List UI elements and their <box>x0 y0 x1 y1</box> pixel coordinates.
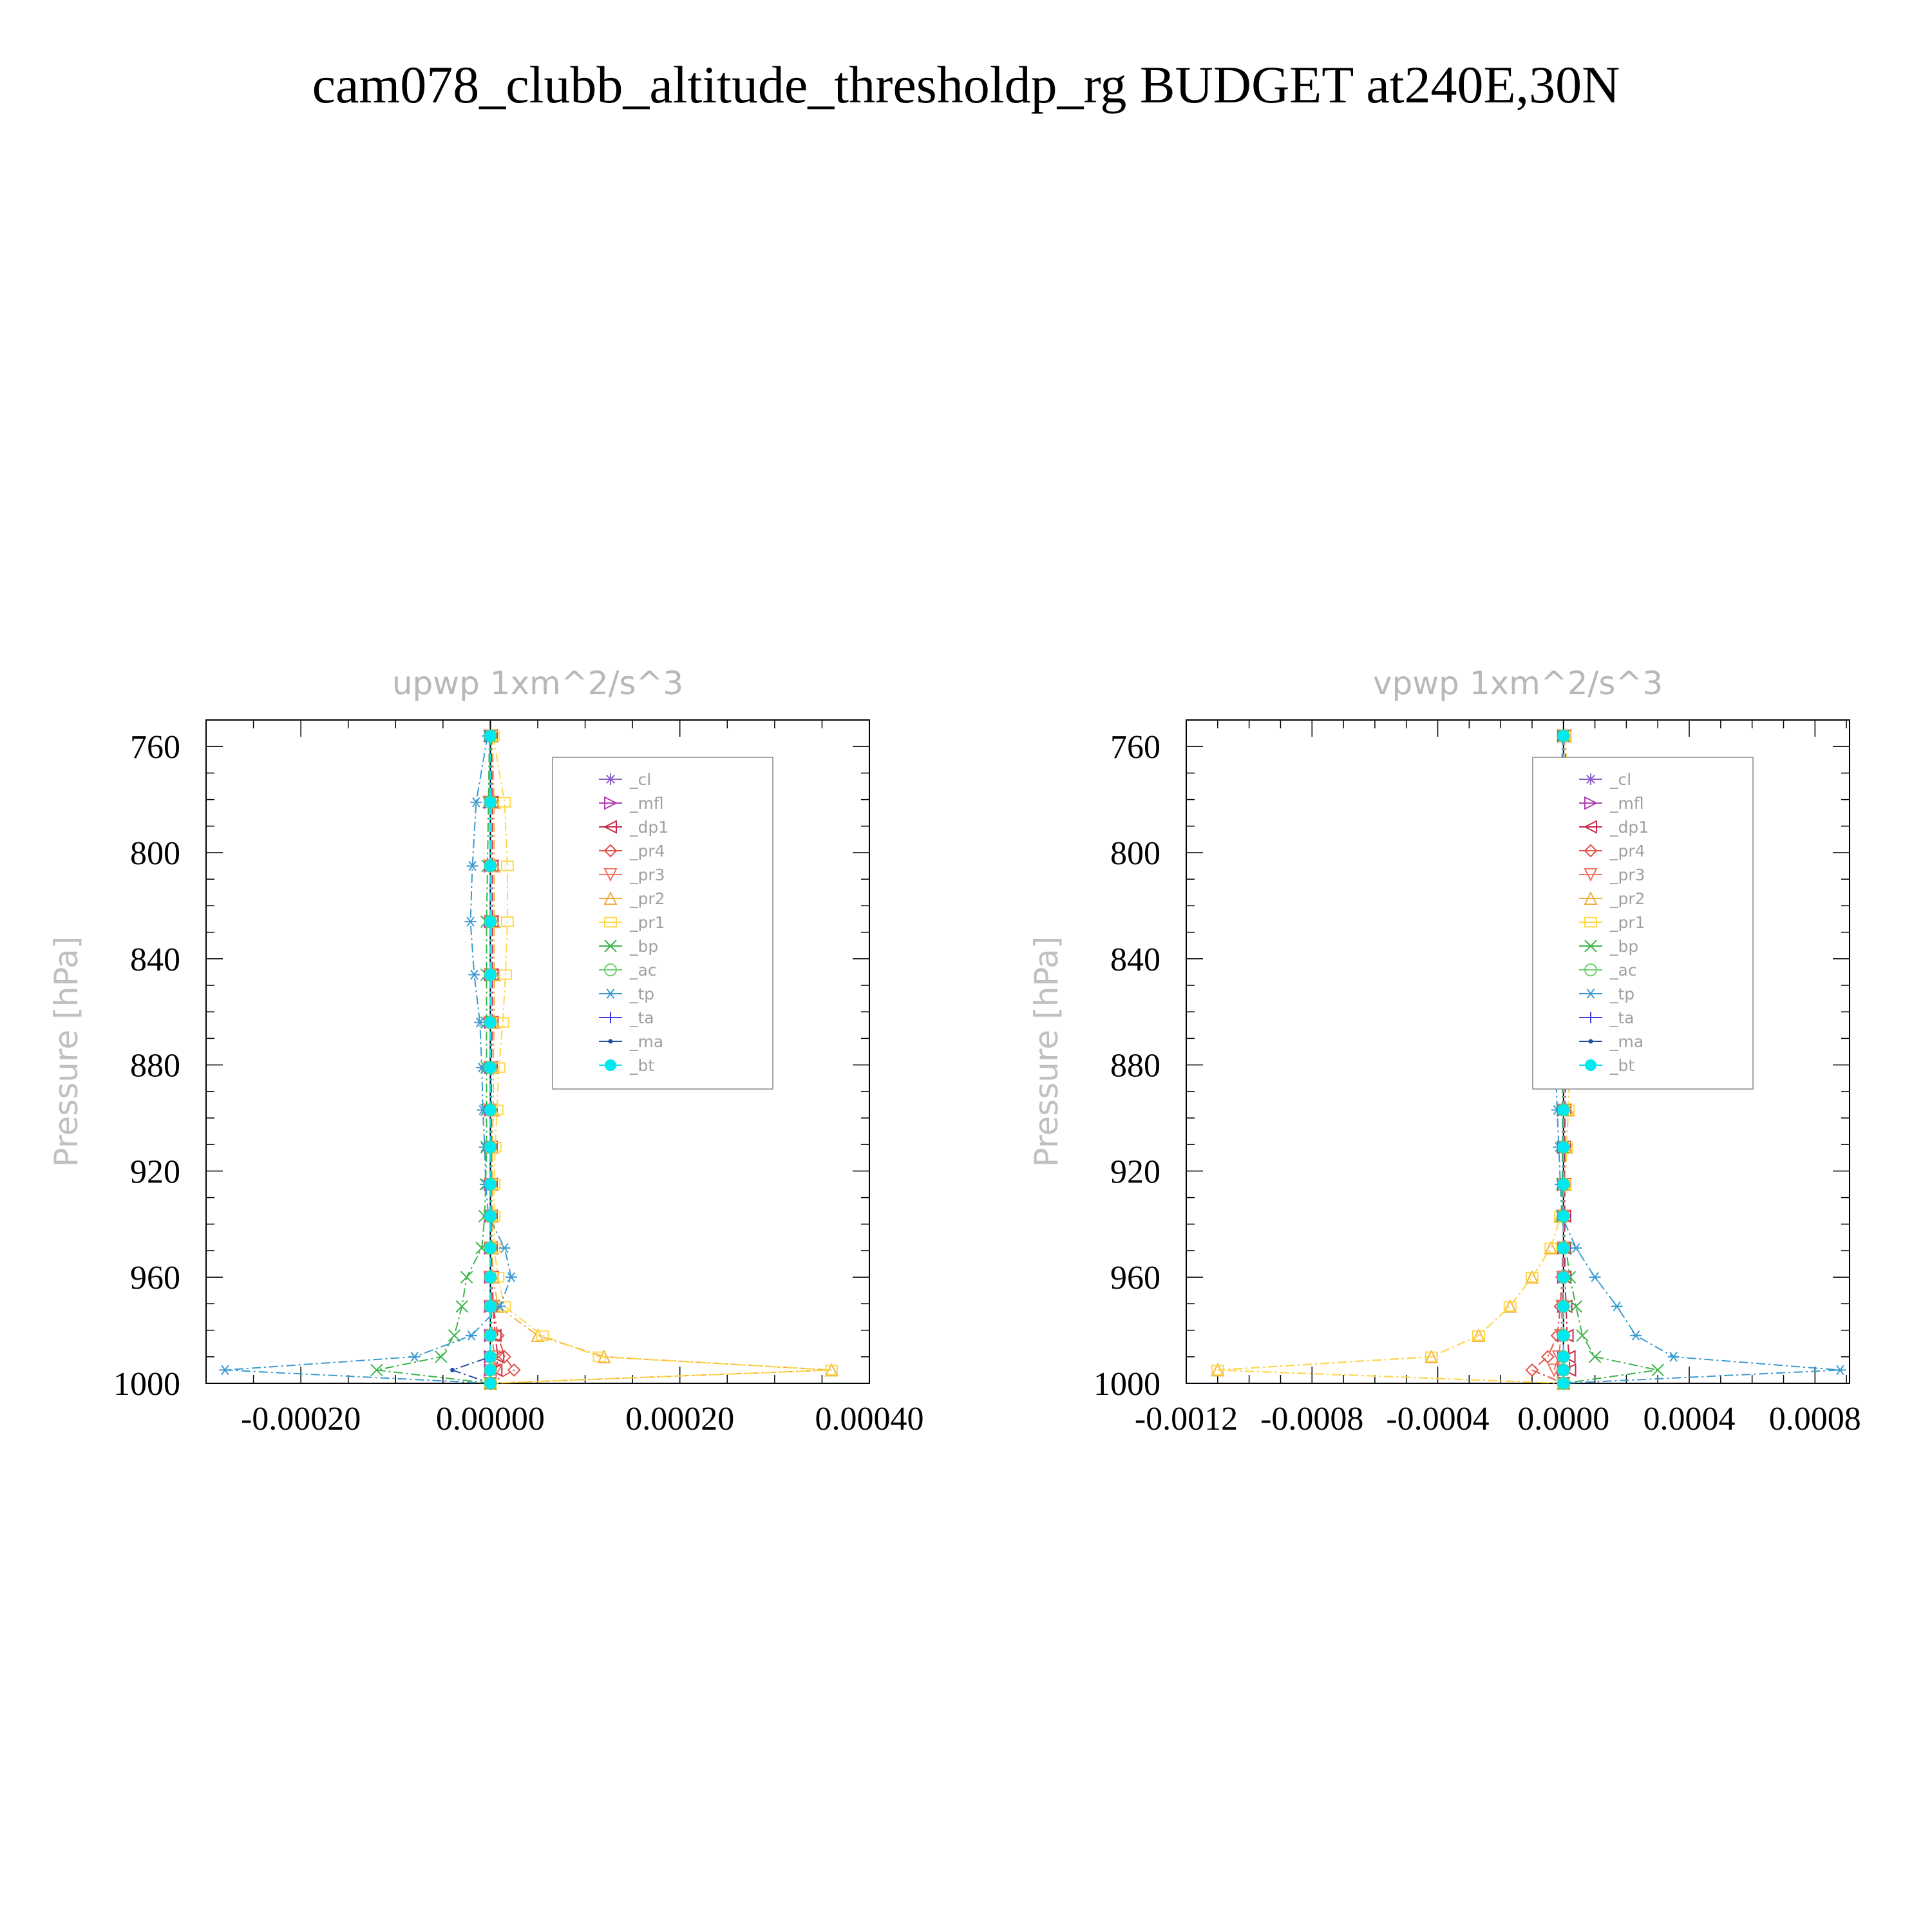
legend-marker-cl <box>605 773 616 785</box>
legend-label-pr4: _pr4 <box>1610 842 1645 860</box>
data-point-bp <box>1652 1364 1663 1376</box>
x-tick-label: 0.0000 <box>1517 1401 1610 1437</box>
x-tick-label: 0.00020 <box>625 1401 735 1437</box>
data-point-bt <box>484 1179 496 1190</box>
legend-marker-cl <box>1585 773 1596 785</box>
legend-label-tp: _tp <box>1610 985 1635 1003</box>
y-tick-label: 960 <box>130 1260 180 1297</box>
data-point-bt <box>484 916 496 927</box>
legend-label-ta: _ta <box>630 1009 654 1027</box>
y-tick-label: 1000 <box>1094 1366 1160 1403</box>
legend-label-mfl: _mfl <box>1610 794 1644 813</box>
y-tick-label: 880 <box>1110 1047 1160 1084</box>
series-line-dp1 <box>490 736 498 1383</box>
data-point-bt <box>484 1210 496 1222</box>
legend <box>1533 757 1753 1089</box>
series-line-ma <box>453 736 491 1383</box>
legend <box>553 757 773 1089</box>
data-point-tp <box>468 970 480 979</box>
data-point-tp <box>409 1352 421 1361</box>
legend-label-pr4: _pr4 <box>630 842 665 860</box>
data-point-bp <box>456 1301 468 1312</box>
legend-label-tp: _tp <box>630 985 655 1003</box>
legend-label-bt: _bt <box>1610 1056 1635 1075</box>
data-point-bt <box>1558 1364 1569 1376</box>
series-line-pr2 <box>1218 736 1571 1383</box>
series-bp <box>371 730 497 1389</box>
legend-label-ma: _ma <box>1610 1032 1644 1051</box>
data-point-tp <box>466 1331 477 1340</box>
data-point-tp <box>219 1365 231 1374</box>
chart-panel-1 <box>48 665 924 1437</box>
data-point-bt <box>484 1301 496 1312</box>
data-point-bt <box>484 1351 496 1363</box>
data-point-bt <box>1558 1104 1569 1116</box>
legend-label-bp: _bp <box>1610 937 1639 956</box>
data-point-bt <box>1558 1141 1569 1153</box>
data-point-tp <box>465 917 477 926</box>
data-point-tp <box>1668 1352 1680 1361</box>
data-point-bt <box>484 1141 496 1153</box>
series-line-pr4 <box>490 736 514 1383</box>
y-tick-label: 760 <box>1110 729 1160 766</box>
y-tick-label: 800 <box>130 835 180 872</box>
y-tick-label: 920 <box>130 1153 180 1191</box>
data-point-bt <box>1558 730 1569 742</box>
legend-label-pr2: _pr2 <box>630 889 665 908</box>
legend-label-cl: _cl <box>630 770 652 789</box>
y-tick-label: 920 <box>1110 1153 1160 1191</box>
series-ma <box>450 734 493 1385</box>
data-point-bp <box>1589 1351 1601 1363</box>
y-axis-title: Pressure [hPa] <box>48 936 85 1168</box>
series-line-bp <box>377 736 491 1383</box>
data-point-bt <box>484 1330 496 1341</box>
legend-label-pr2: _pr2 <box>1610 889 1645 908</box>
legend-label-cl: _cl <box>1610 770 1632 789</box>
data-point-tp <box>1834 1365 1846 1374</box>
data-point-bt <box>484 1378 496 1389</box>
panel-title: vpwp 1xm^2/s^3 <box>1372 665 1663 702</box>
data-point-bt <box>1558 1301 1569 1312</box>
data-point-bp <box>461 1271 473 1283</box>
data-point-tp <box>1570 1244 1582 1253</box>
data-point-bt <box>1558 1330 1569 1341</box>
y-tick-label: 840 <box>1110 941 1160 978</box>
series-pr3 <box>484 730 502 1389</box>
y-tick-label: 760 <box>130 729 180 766</box>
data-point-tp <box>1589 1273 1601 1282</box>
legend-label-ta: _ta <box>1610 1009 1634 1027</box>
data-point-bp <box>435 1351 447 1363</box>
data-point-bt <box>484 1364 496 1376</box>
data-point-tp <box>506 1273 517 1282</box>
data-point-bp <box>1577 1330 1588 1341</box>
data-point-tp <box>1630 1331 1642 1340</box>
x-tick-label: 0.0004 <box>1643 1401 1736 1437</box>
data-point-bt <box>484 797 496 808</box>
legend-label-dp1: _dp1 <box>1610 818 1649 837</box>
x-tick-label: -0.00020 <box>240 1401 361 1437</box>
y-tick-label: 960 <box>1110 1260 1160 1297</box>
data-point-bt <box>1558 1179 1569 1190</box>
data-point-bt <box>484 1242 496 1254</box>
data-point-tp <box>1611 1302 1623 1311</box>
x-tick-label: -0.0004 <box>1386 1401 1490 1437</box>
series-line-tp <box>225 736 511 1383</box>
legend-label-pr3: _pr3 <box>1610 866 1645 884</box>
legend-label-pr3: _pr3 <box>630 866 665 884</box>
data-point-bt <box>484 1017 496 1028</box>
y-axis-title: Pressure [hPa] <box>1028 936 1065 1168</box>
data-point-bt <box>1558 1210 1569 1222</box>
data-point-bt <box>1558 1242 1569 1254</box>
page-title: cam078_clubb_altitude_thresholdp_rg BUDGET at240E,30N <box>312 55 1620 114</box>
data-point-bp <box>449 1330 460 1341</box>
data-point-ma <box>450 1368 455 1372</box>
legend-label-ma: _ma <box>630 1032 664 1051</box>
series-pr1 <box>1212 732 1578 1388</box>
legend-label-bp: _bp <box>630 937 659 956</box>
legend-label-pr1: _pr1 <box>630 913 665 932</box>
data-point-bt <box>484 1271 496 1283</box>
series-line-pr1 <box>1218 736 1573 1383</box>
data-point-bt <box>1558 1351 1569 1363</box>
panel-title: upwp 1xm^2/s^3 <box>392 665 684 702</box>
chart-panel-2 <box>1028 665 1861 1437</box>
x-tick-label: 0.00040 <box>815 1401 924 1437</box>
legend-marker-bt <box>1585 1059 1596 1071</box>
legend-marker-bt <box>605 1059 616 1071</box>
y-tick-label: 880 <box>130 1047 180 1084</box>
data-point-bt <box>1558 1378 1569 1389</box>
y-tick-label: 800 <box>1110 835 1160 872</box>
legend-marker-ma <box>609 1039 613 1044</box>
y-tick-label: 1000 <box>113 1366 180 1403</box>
series-tp <box>219 732 516 1388</box>
x-tick-label: 0.0008 <box>1768 1401 1861 1437</box>
legend-label-mfl: _mfl <box>630 794 664 813</box>
legend-label-ac: _ac <box>630 961 657 980</box>
series-line-pr3 <box>490 736 496 1383</box>
legend-label-dp1: _dp1 <box>630 818 669 837</box>
data-point-bt <box>484 730 496 742</box>
legend-label-ac: _ac <box>1610 961 1637 980</box>
x-tick-label: -0.0008 <box>1260 1401 1364 1437</box>
y-tick-label: 840 <box>130 941 180 978</box>
legend-label-bt: _bt <box>630 1056 655 1075</box>
data-point-bt <box>1558 1271 1569 1283</box>
data-point-bt <box>484 1104 496 1116</box>
data-point-bt <box>484 860 496 872</box>
x-tick-label: -0.0012 <box>1134 1401 1238 1437</box>
legend-marker-ma <box>1589 1039 1593 1044</box>
data-point-bt <box>484 1062 496 1074</box>
data-point-bt <box>484 969 496 981</box>
legend-label-pr1: _pr1 <box>1610 913 1645 932</box>
x-tick-label: 0.00000 <box>435 1401 545 1437</box>
